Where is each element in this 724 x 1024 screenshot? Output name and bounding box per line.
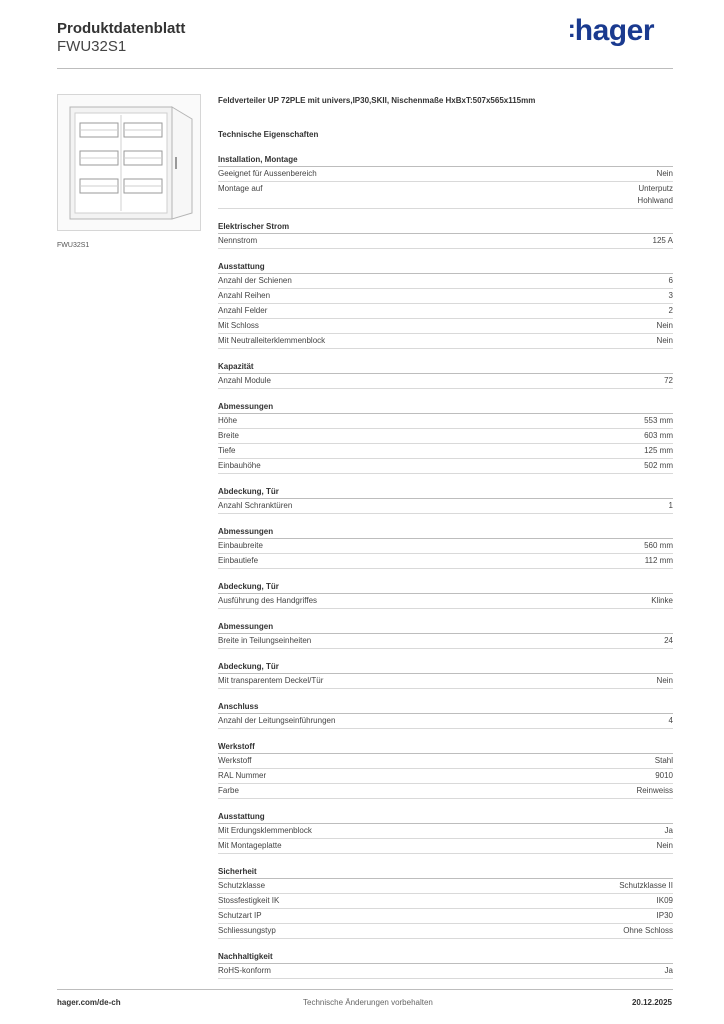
section-title: Installation, Montage: [218, 154, 673, 167]
spec-row: [218, 334, 673, 349]
section-title: Ausstattung: [218, 811, 673, 824]
spec-value: 112 mm: [644, 556, 673, 565]
spec-row: [218, 499, 673, 514]
logo-text: hager: [574, 14, 654, 47]
spec-label: Anzahl der Leitungseinführungen: [218, 716, 336, 725]
spec-row: [218, 167, 673, 182]
spec-row: [218, 674, 673, 689]
spec-label: Einbaubreite: [218, 541, 263, 550]
spec-label: Mit Montageplatte: [218, 841, 282, 850]
spec-row: [218, 754, 673, 769]
spec-row: [218, 274, 673, 289]
spec-label: Anzahl Schranktüren: [218, 501, 293, 510]
header-divider: [57, 68, 673, 69]
spec-row: [218, 234, 673, 249]
spec-row: [218, 459, 673, 474]
spec-label: Höhe: [218, 416, 238, 425]
section-title: Ausstattung: [218, 261, 673, 274]
section-title: Sicherheit: [218, 866, 673, 879]
section-title: Abmessungen: [218, 401, 673, 414]
spec-value: IP30: [656, 911, 673, 920]
spec-label: Nennstrom: [218, 236, 258, 245]
spec-label: Mit Neutralleiterklemmenblock: [218, 336, 326, 345]
section-title: Anschluss: [218, 701, 673, 714]
spec-row: [218, 539, 673, 554]
section-title: Abdeckung, Tür: [218, 661, 673, 674]
spec-value: 6: [668, 276, 673, 285]
spec-value: Unterputz Hohlwand: [637, 184, 673, 205]
spec-row: [218, 594, 673, 609]
section-title: Elektrischer Strom: [218, 221, 673, 234]
spec-value: 502 mm: [644, 461, 673, 470]
spec-label: Anzahl der Schienen: [218, 276, 292, 285]
spec-row: [218, 182, 673, 209]
spec-label: Mit transparentem Deckel/Tür: [218, 676, 324, 685]
spec-row: [218, 634, 673, 649]
spec-value: Nein: [656, 169, 673, 178]
spec-value: Ja: [664, 966, 673, 975]
tech-properties-title: Technische Eigenschaften: [218, 130, 319, 139]
document-header: [57, 20, 185, 56]
spec-row: [218, 769, 673, 784]
spec-row: [218, 909, 673, 924]
spec-row: [218, 414, 673, 429]
spec-label: Einbautiefe: [218, 556, 259, 565]
spec-label: Farbe: [218, 786, 239, 795]
spec-label: Tiefe: [218, 446, 236, 455]
product-image: [57, 94, 201, 231]
footer-date: 20.12.2025: [631, 998, 672, 1007]
spec-row: [218, 964, 673, 979]
spec-value: 9010: [655, 771, 673, 780]
section-title: Kapazität: [218, 361, 673, 374]
spec-label: Anzahl Felder: [218, 306, 268, 315]
spec-label: Schliessungstyp: [218, 926, 276, 935]
spec-value: Klinke: [651, 596, 673, 605]
section-title: Abdeckung, Tür: [218, 581, 673, 594]
document-title: Produktdatenblatt: [57, 20, 186, 37]
product-code: FWU32S1: [57, 38, 127, 55]
spec-row: [218, 784, 673, 799]
spec-row: [218, 924, 673, 939]
product-description: Feldverteiler UP 72PLE mit univers,IP30,SKII, Nischenmaße HxBxT:507x565x115mm: [218, 96, 536, 105]
spec-value: 560 mm: [644, 541, 673, 550]
spec-value: 125 A: [652, 236, 673, 245]
logo-dots: :: [567, 16, 575, 43]
spec-label: Breite in Teilungseinheiten: [218, 636, 312, 645]
spec-label: Schutzklasse: [218, 881, 266, 890]
spec-table: [218, 154, 673, 979]
spec-row: [218, 714, 673, 729]
spec-label: Ausführung des Handgriffes: [218, 596, 318, 605]
spec-row: [218, 304, 673, 319]
spec-row: [218, 374, 673, 389]
spec-value: Nein: [656, 321, 673, 330]
spec-row: [218, 444, 673, 459]
spec-label: Breite: [218, 431, 239, 440]
spec-label: Montage auf: [218, 184, 263, 193]
spec-label: Einbauhöhe: [218, 461, 261, 470]
spec-value: 4: [668, 716, 673, 725]
spec-label: Anzahl Reihen: [218, 291, 271, 300]
section-title: Abmessungen: [218, 526, 673, 539]
spec-row: [218, 894, 673, 909]
spec-value: Reinweiss: [636, 786, 673, 795]
spec-value: 24: [664, 636, 673, 645]
spec-label: Anzahl Module: [218, 376, 271, 385]
spec-value: Stahl: [654, 756, 673, 765]
footer-divider: [57, 989, 673, 990]
spec-row: [218, 824, 673, 839]
spec-value: 1: [668, 501, 673, 510]
spec-label: Schutzart IP: [218, 911, 262, 920]
spec-value: 553 mm: [644, 416, 673, 425]
section-title: Abdeckung, Tür: [218, 486, 673, 499]
footer-notice: Technische Änderungen vorbehalten: [303, 998, 433, 1007]
spec-row: [218, 879, 673, 894]
spec-row: [218, 554, 673, 569]
spec-value: Ja: [664, 826, 673, 835]
section-title: Werkstoff: [218, 741, 673, 754]
spec-row: [218, 429, 673, 444]
spec-row: [218, 289, 673, 304]
spec-label: RAL Nummer: [218, 771, 267, 780]
spec-value: 125 mm: [644, 446, 673, 455]
spec-label: RoHS-konform: [218, 966, 271, 975]
spec-value: Schutzklasse II: [619, 881, 673, 890]
spec-label: Werkstoff: [218, 756, 252, 765]
spec-row: [218, 839, 673, 854]
spec-value: Ohne Schloss: [623, 926, 673, 935]
spec-value: Nein: [656, 841, 673, 850]
spec-value: 2: [668, 306, 673, 315]
spec-row: [218, 319, 673, 334]
section-title: Nachhaltigkeit: [218, 951, 673, 964]
spec-value: 72: [664, 376, 673, 385]
spec-label: Stossfestigkeit IK: [218, 896, 280, 905]
hager-logo: [568, 14, 654, 48]
spec-value: 603 mm: [644, 431, 673, 440]
section-title: Abmessungen: [218, 621, 673, 634]
spec-value: IK09: [656, 896, 673, 905]
spec-value: Nein: [656, 676, 673, 685]
spec-label: Mit Erdungsklemmenblock: [218, 826, 312, 835]
image-caption: FWU32S1: [57, 242, 90, 249]
spec-value: 3: [668, 291, 673, 300]
spec-label: Mit Schloss: [218, 321, 259, 330]
footer-website-link[interactable]: hager.com/de-ch: [57, 998, 121, 1007]
spec-value: Nein: [656, 336, 673, 345]
spec-label: Geeignet für Aussenbereich: [218, 169, 317, 178]
